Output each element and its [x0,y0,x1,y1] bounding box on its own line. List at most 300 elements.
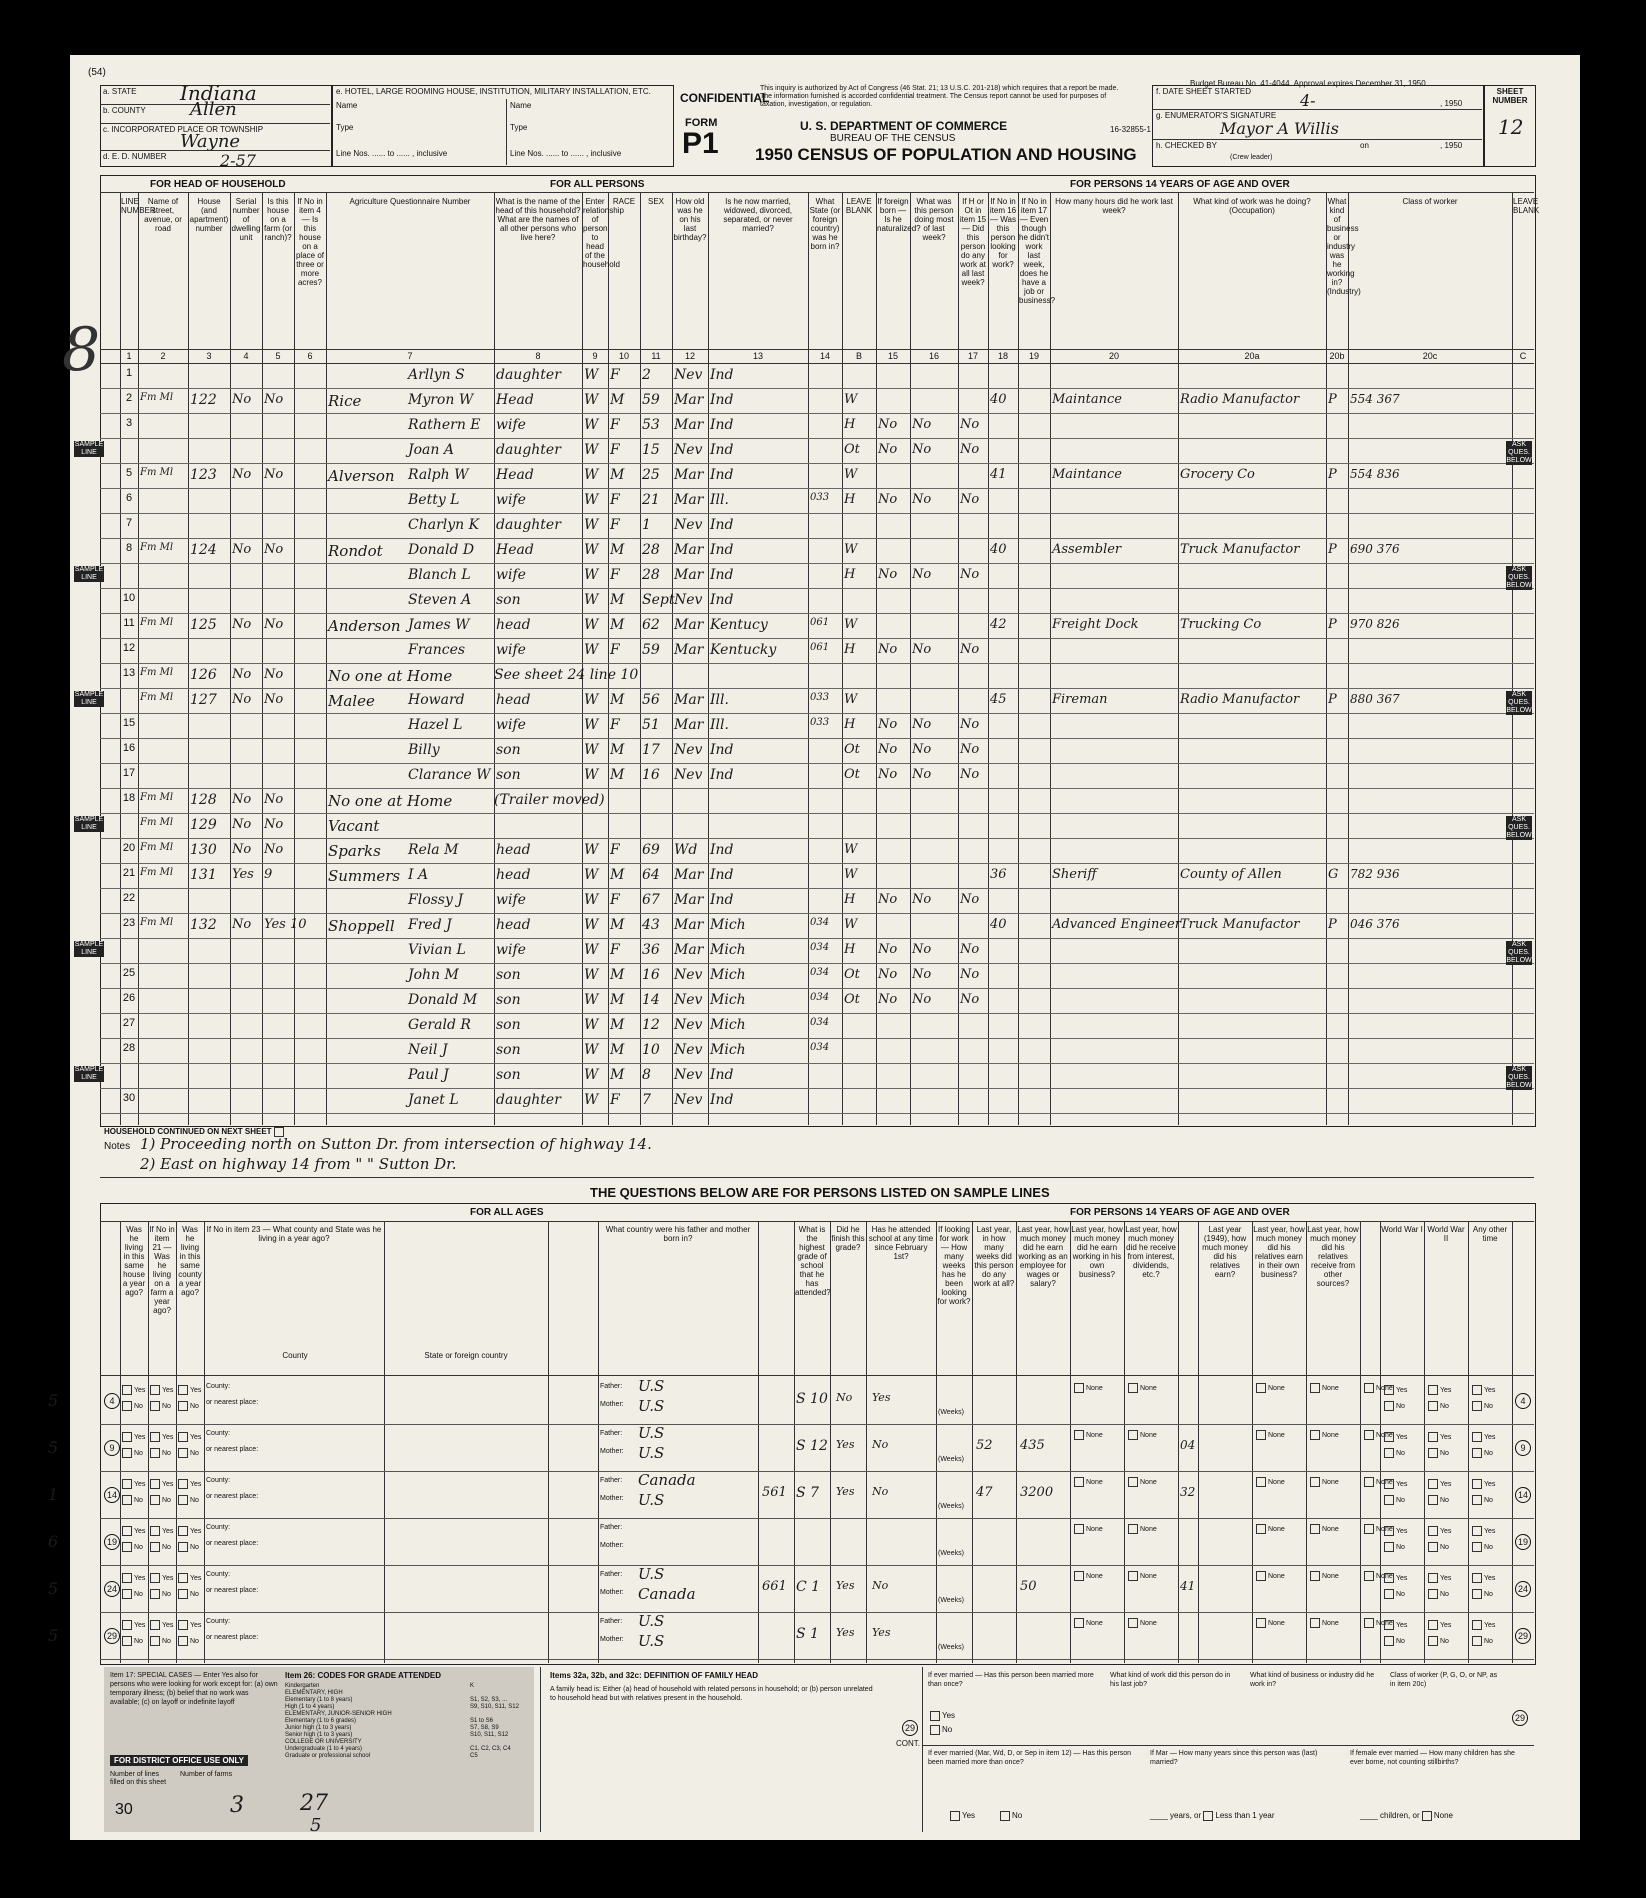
armed-yes-checkbox[interactable] [1428,1526,1451,1536]
grade-code-value: S1, S2, S3, ... [470,1697,508,1703]
no-checkbox[interactable] [122,1542,143,1552]
row-has-job: No [960,642,980,657]
none-label: None [1376,1384,1393,1392]
row-sex: M [610,542,625,558]
row-class: P [1328,692,1337,707]
nearest-prompt: or nearest place: [206,1540,259,1547]
row-code: 690 376 [1350,542,1400,556]
yes-checkbox[interactable] [178,1526,201,1536]
row-age: 16 [642,967,660,983]
none-checkbox[interactable] [1074,1618,1103,1628]
q36-no[interactable]: No [1000,1811,1022,1821]
q38-children[interactable]: ____ children, or None [1360,1811,1453,1821]
none-checkbox[interactable] [1128,1524,1157,1534]
note-1: 1) Proceeding north on Sutton Dr. from intersection of highway 14. [140,1135,652,1153]
row-line-number: 23 [122,917,136,929]
no-checkbox[interactable] [150,1636,171,1646]
none-checkbox[interactable] [1256,1524,1285,1534]
table-row [100,513,1534,539]
none-checkbox[interactable] [1256,1383,1285,1393]
row-birthplace: Ind [710,517,734,533]
no-checkbox[interactable] [122,1401,143,1411]
armed-yes-checkbox[interactable] [1384,1432,1407,1442]
row-birthplace: Ind [710,842,734,858]
row-line-number: 12 [122,642,136,654]
none-checkbox[interactable] [1128,1571,1157,1581]
no-label: No [162,1543,171,1551]
armed-no-checkbox[interactable] [1472,1448,1493,1458]
none-checkbox[interactable] [1256,1618,1285,1628]
row-given-name: Clarance W [408,767,491,783]
none-checkbox[interactable] [1074,1477,1103,1487]
armed-yes-checkbox[interactable] [1428,1432,1451,1442]
row-class: P [1328,467,1337,482]
yes-checkbox[interactable] [150,1479,173,1489]
none-checkbox[interactable] [1128,1477,1157,1487]
row-birthplace: Ind [710,417,734,433]
armed-no-checkbox[interactable] [1472,1542,1493,1552]
no-label: No [134,1449,143,1457]
yes-label: Yes [1484,1574,1496,1582]
row-age: 28 [642,542,660,558]
armed-no-checkbox[interactable] [1472,1589,1493,1599]
row-marital: Mar [674,892,704,908]
cont-marker: 29 [902,1720,918,1736]
father-birthplace: U.S [638,1612,665,1630]
row-code: 046 376 [1350,917,1400,931]
column-head-14: What State (or foreign country) was he born in? [809,197,841,251]
armed-no-checkbox[interactable] [1428,1448,1449,1458]
yes-checkbox[interactable] [150,1620,173,1630]
no-checkbox[interactable] [150,1495,171,1505]
row-serial: 126 [190,667,217,683]
mother-prompt: Mother: [600,1401,624,1408]
no-label: No [1396,1543,1405,1551]
row-relationship: son [496,992,521,1008]
row-serial: 129 [190,817,217,833]
column-number-7: 7 [407,351,413,361]
row-line-number: 21 [122,867,136,879]
row-acres: No [264,817,284,832]
form-code: P1 [682,127,719,160]
row-worked: No [878,717,898,732]
yes-checkbox[interactable] [122,1573,145,1583]
sample-col-q22: If No in item 21 — Was he living on a farm a year ago? [149,1225,175,1315]
row-birthplace: Mich [710,992,746,1008]
row-worked: No [878,567,898,582]
armed-yes-checkbox[interactable] [1428,1573,1451,1583]
armed-yes-checkbox[interactable] [1472,1620,1495,1630]
row-code: 880 367 [1350,692,1400,706]
row-dwelling: Fm Ml [140,392,174,403]
armed-yes-checkbox[interactable] [1472,1526,1495,1536]
row-line-number: 15 [122,717,136,729]
yes-checkbox[interactable] [122,1432,145,1442]
yes-label: Yes [1484,1386,1496,1394]
sample-col-q32c: Last year, how much money did his relatives receive from other sources? [1307,1225,1359,1288]
row-marital: Mar [674,542,704,558]
armed-yes-checkbox[interactable] [1384,1573,1407,1583]
armed-no-checkbox[interactable] [1384,1636,1405,1646]
armed-no-checkbox[interactable] [1384,1401,1405,1411]
yes-label: Yes [190,1621,202,1629]
row-activity: W [844,542,858,557]
row-age: 64 [642,867,660,883]
section-fourteen-bottom: FOR PERSONS 14 YEARS OF AGE AND OVER [1070,1207,1290,1218]
column-head-20a: What kind of work was he doing? (Occupation) [1193,197,1311,215]
row-farm: No [232,917,252,932]
row-relationship: son [496,767,521,783]
row-acres: No [264,667,284,682]
row-activity: W [844,392,858,407]
none-checkbox[interactable] [1074,1571,1103,1581]
sample-line-label: SAMPLE LINE [74,1066,104,1081]
row-sex: F [610,892,620,908]
sample-col-q23: Was he living in this same county a year ago? [178,1225,202,1297]
row-age: 14 [642,992,660,1008]
armed-yes-checkbox[interactable] [1472,1385,1495,1395]
county-prompt: County: [206,1524,231,1531]
no-checkbox[interactable] [178,1448,199,1458]
line-nos-1: Line Nos. ...... to ...... , inclusive [336,149,448,158]
yes-checkbox[interactable] [178,1620,201,1630]
sample-line-number-right: 4 [1515,1393,1531,1409]
county-value: Allen [190,99,237,120]
none-checkbox[interactable] [1310,1524,1339,1534]
row-industry: County of Allen [1180,867,1282,882]
row-given-name: Neil J [408,1042,448,1058]
no-checkbox[interactable] [178,1495,199,1505]
row-age: 36 [642,942,660,958]
no-checkbox[interactable] [150,1401,171,1411]
row-farm: No [232,667,252,682]
armed-yes-checkbox[interactable] [1472,1432,1495,1442]
row-class: G [1328,867,1339,882]
row-given-name: Ralph W [408,467,469,483]
q36-yes[interactable]: Yes [950,1811,975,1821]
row-line-number: 28 [122,1042,136,1054]
table-row [100,1088,1534,1114]
row-marital: Nev [674,517,703,533]
armed-no-checkbox[interactable] [1428,1401,1449,1411]
row-relationship: Head [496,392,534,408]
yes-checkbox[interactable] [150,1385,173,1395]
column-head-15: If foreign born — Is he naturalized? [877,197,921,233]
weeks-label: (Weeks) [938,1550,964,1557]
row-looking: No [912,892,932,907]
row-has-job: No [960,567,980,582]
no-label: No [1396,1402,1405,1410]
row-serial: 122 [190,392,217,408]
weeks-worked: 47 [976,1485,993,1500]
date-label: f. DATE SHEET STARTED [1156,87,1251,96]
row-race: W [584,642,599,658]
armed-no-checkbox[interactable] [1428,1495,1449,1505]
none-checkbox[interactable] [1128,1430,1157,1440]
q37-years[interactable]: ____ years, or Less than 1 year [1150,1811,1275,1821]
armed-yes-checkbox[interactable] [1384,1479,1407,1489]
yes-label: Yes [162,1480,174,1488]
county-head: County [282,1351,308,1360]
column-head-4: Serial number of dwelling unit [231,197,261,242]
yes-checkbox[interactable] [178,1385,201,1395]
no-checkbox[interactable] [178,1401,199,1411]
row-sex: M [610,867,625,883]
sample-col-ww1: World War I [1381,1225,1423,1234]
no-label: No [1484,1637,1493,1645]
row-line-number: 27 [122,1017,136,1029]
grade-code-label: Undergraduate (1 to 4 years) [285,1746,363,1752]
name-label-2: Name [510,101,532,110]
row-code: 782 936 [1350,867,1400,881]
armed-yes-checkbox[interactable] [1472,1573,1495,1583]
yes-checkbox[interactable] [150,1432,173,1442]
row-race: W [584,492,599,508]
no-checkbox[interactable] [150,1448,171,1458]
armed-no-checkbox[interactable] [1472,1636,1493,1646]
none-checkbox[interactable] [1256,1430,1285,1440]
row-relationship: son [496,1017,521,1033]
yes-checkbox[interactable] [122,1479,145,1489]
row-sex: M [610,467,625,483]
row-given-name: Arllyn S [408,367,465,383]
row-line-number: 26 [122,992,136,1004]
weeks-label: (Weeks) [938,1503,964,1510]
row-worked: No [878,942,898,957]
row-given-name: Steven A [408,592,472,608]
no-checkbox[interactable] [150,1542,171,1552]
column-number-3: 3 [206,351,212,361]
yes-label: Yes [162,1527,174,1535]
no-checkbox[interactable] [178,1589,199,1599]
row-hours: 36 [990,867,1007,882]
armed-yes-checkbox[interactable] [1428,1385,1451,1395]
table-row [100,438,1534,464]
none-checkbox[interactable] [1074,1430,1103,1440]
yes-checkbox[interactable] [122,1620,145,1630]
none-checkbox[interactable] [1310,1571,1339,1581]
sheet-number: 12 [1498,115,1524,139]
row-line-number: 18 [122,792,136,804]
none-checkbox[interactable] [1074,1524,1103,1534]
armed-no-checkbox[interactable] [1472,1495,1493,1505]
no-checkbox[interactable] [122,1636,143,1646]
row-dwelling: Fm Ml [140,467,174,478]
none-checkbox[interactable] [1310,1383,1339,1393]
row-age: 10 [642,1042,660,1058]
row-relationship: head [496,617,531,633]
defn-text: A family head is: Either (a) head of household with related persons in household; or (b) person unrelated to household head but with relatives present in the household. [550,1686,873,1702]
row-age: 12 [642,1017,660,1033]
row-birth-code: 034 [810,942,830,953]
sample-line-number: 9 [104,1440,120,1456]
no-checkbox[interactable] [122,1495,143,1505]
none-label: None [1086,1431,1103,1439]
row-race: W [584,592,599,608]
sample-tally: 5 [48,1579,59,1598]
row-has-job: No [960,742,980,757]
row-worked: No [878,417,898,432]
none-label: None [1140,1572,1157,1580]
no-checkbox[interactable] [178,1636,199,1646]
weeks-worked: 52 [976,1438,993,1453]
row-birthplace: Mich [710,942,746,958]
district-office-label: FOR DISTRICT OFFICE USE ONLY [110,1755,248,1766]
armed-no-checkbox[interactable] [1384,1495,1405,1505]
row-birthplace: Ind [710,442,734,458]
row-given-name: Hazel L [408,717,463,733]
armed-yes-checkbox[interactable] [1384,1620,1407,1630]
column-head-3: House (and apartment) number [189,197,229,233]
q34-no[interactable]: No [930,1725,952,1735]
yes-checkbox[interactable] [122,1385,145,1395]
no-checkbox[interactable] [122,1589,143,1599]
household-continued: HOUSEHOLD CONTINUED ON NEXT SHEET [104,1127,286,1137]
no-checkbox[interactable] [178,1542,199,1552]
mother-birthplace: U.S [638,1397,665,1415]
column-number-16: 16 [928,351,939,361]
row-industry: Truck Manufactor [1180,917,1300,932]
armed-yes-checkbox[interactable] [1472,1479,1495,1489]
armed-yes-checkbox[interactable] [1384,1385,1407,1395]
column-head-1: LINE NUMBER [121,197,156,215]
yes-label: Yes [1396,1527,1408,1535]
none-checkbox[interactable] [1256,1477,1285,1487]
row-worked: No [878,967,898,982]
no-checkbox[interactable] [122,1448,143,1458]
institution-label: e. HOTEL, LARGE ROOMING HOUSE, INSTITUTION, MILITARY INSTALLATION, ETC. [336,87,651,96]
yes-checkbox[interactable] [178,1432,201,1442]
yes-checkbox[interactable] [150,1526,173,1536]
no-label: No [1440,1402,1449,1410]
none-checkbox[interactable] [1256,1571,1285,1581]
ask-questions-label: ASK QUES. BELOW [1506,816,1532,839]
none-checkbox[interactable] [1128,1618,1157,1628]
yes-checkbox[interactable] [122,1526,145,1536]
none-label: None [1268,1572,1285,1580]
row-dwelling: Fm Ml [140,842,174,853]
row-given-name: Charlyn K [408,517,480,533]
sample-col-q29: If looking for work — How many weeks has he been looking for work? [937,1225,971,1306]
row-dwelling: Fm Ml [140,817,174,828]
cont-label: CONT. [896,1739,920,1748]
row-line-number: 22 [122,892,136,904]
yes-label: Yes [1440,1574,1452,1582]
yes-checkbox[interactable] [150,1573,173,1583]
column-number-9: 9 [592,351,598,361]
yes-label: Yes [1396,1621,1408,1629]
no-checkbox[interactable] [150,1589,171,1599]
row-relationship: See sheet 24 line 10 [494,667,639,683]
none-checkbox[interactable] [1310,1618,1339,1628]
none-checkbox[interactable] [1128,1383,1157,1393]
row-age: 69 [642,842,660,858]
q35a: What kind of work did this person do in his last job? [1110,1672,1231,1688]
row-activity: H [844,567,856,582]
row-given-name: Myron W [408,392,474,408]
row-relationship: Head [496,542,534,558]
row-sex: M [610,392,625,408]
armed-yes-checkbox[interactable] [1384,1526,1407,1536]
q34-yes[interactable]: Yes [930,1711,955,1721]
father-birthplace: U.S [638,1377,665,1395]
armed-no-checkbox[interactable] [1428,1542,1449,1552]
wage-income: 50 [1020,1579,1037,1594]
row-birthplace: Mich [710,1017,746,1033]
none-label: None [1086,1384,1103,1392]
row-race: W [584,942,599,958]
yes-label: Yes [1396,1386,1408,1394]
none-checkbox[interactable] [1074,1383,1103,1393]
none-checkbox[interactable] [1310,1430,1339,1440]
row-farm: No [232,842,252,857]
row-given-name: John M [408,967,459,983]
column-number-C: C [1519,351,1527,361]
yes-checkbox[interactable] [178,1573,201,1583]
row-looking: No [912,417,932,432]
column-head-B: LEAVE BLANK [845,197,873,215]
none-checkbox[interactable] [1310,1477,1339,1487]
county-prompt: County: [206,1430,231,1437]
column-head-20b: What kind of business or industry was he working in? (Industry) [1327,197,1361,296]
relative-income-code: 04 [1180,1438,1196,1452]
row-acres: No [264,542,284,557]
row-birthplace: Ind [710,1092,734,1108]
armed-yes-checkbox[interactable] [1428,1620,1451,1630]
sample-tally: 5 [48,1626,59,1645]
armed-no-checkbox[interactable] [1384,1542,1405,1552]
armed-yes-checkbox[interactable] [1428,1479,1451,1489]
column-number-10: 10 [618,351,629,361]
section-all-persons: FOR ALL PERSONS [550,179,645,190]
armed-no-checkbox[interactable] [1472,1401,1493,1411]
column-head-5: Is this house on a farm (or ranch)? [264,197,292,242]
sample-col-q21: Was he living in this same house a year ago? [122,1225,146,1297]
grade-code-label: Elementary (1 to 6 grades) [285,1718,357,1724]
yes-label: Yes [134,1621,146,1629]
row-serial: 123 [190,467,217,483]
column-head-2: Name of street, avenue, or road [144,197,182,233]
row-surname: No one at Home [328,792,453,810]
row-sex: F [610,942,620,958]
armed-no-checkbox[interactable] [1384,1448,1405,1458]
none-label: None [1322,1619,1339,1627]
armed-no-checkbox[interactable] [1384,1589,1405,1599]
armed-no-checkbox[interactable] [1428,1636,1449,1646]
father-prompt: Father: [600,1524,623,1531]
row-industry: Truck Manufactor [1180,542,1300,557]
row-marital: Mar [674,467,704,483]
wage-income: 3200 [1020,1485,1054,1500]
row-dwelling: Fm Ml [140,692,174,703]
row-worked: No [878,492,898,507]
row-race: W [584,442,599,458]
column-head-20: How many hours did he work last week? [1055,197,1173,215]
row-age: 43 [642,917,660,933]
row-marital: Mar [674,392,704,408]
row-relationship: daughter [496,367,561,383]
sample-line-number-right: 24 [1515,1581,1531,1597]
relative-income-code: 41 [1180,1579,1196,1593]
row-looking: No [912,992,932,1007]
row-given-name: Gerald R [408,1017,471,1033]
yes-checkbox[interactable] [178,1479,201,1489]
row-acres: Yes 10 [264,917,307,932]
row-line-number: 16 [122,742,136,754]
armed-no-checkbox[interactable] [1428,1589,1449,1599]
no-label: No [1484,1449,1493,1457]
yes-label: Yes [1396,1433,1408,1441]
